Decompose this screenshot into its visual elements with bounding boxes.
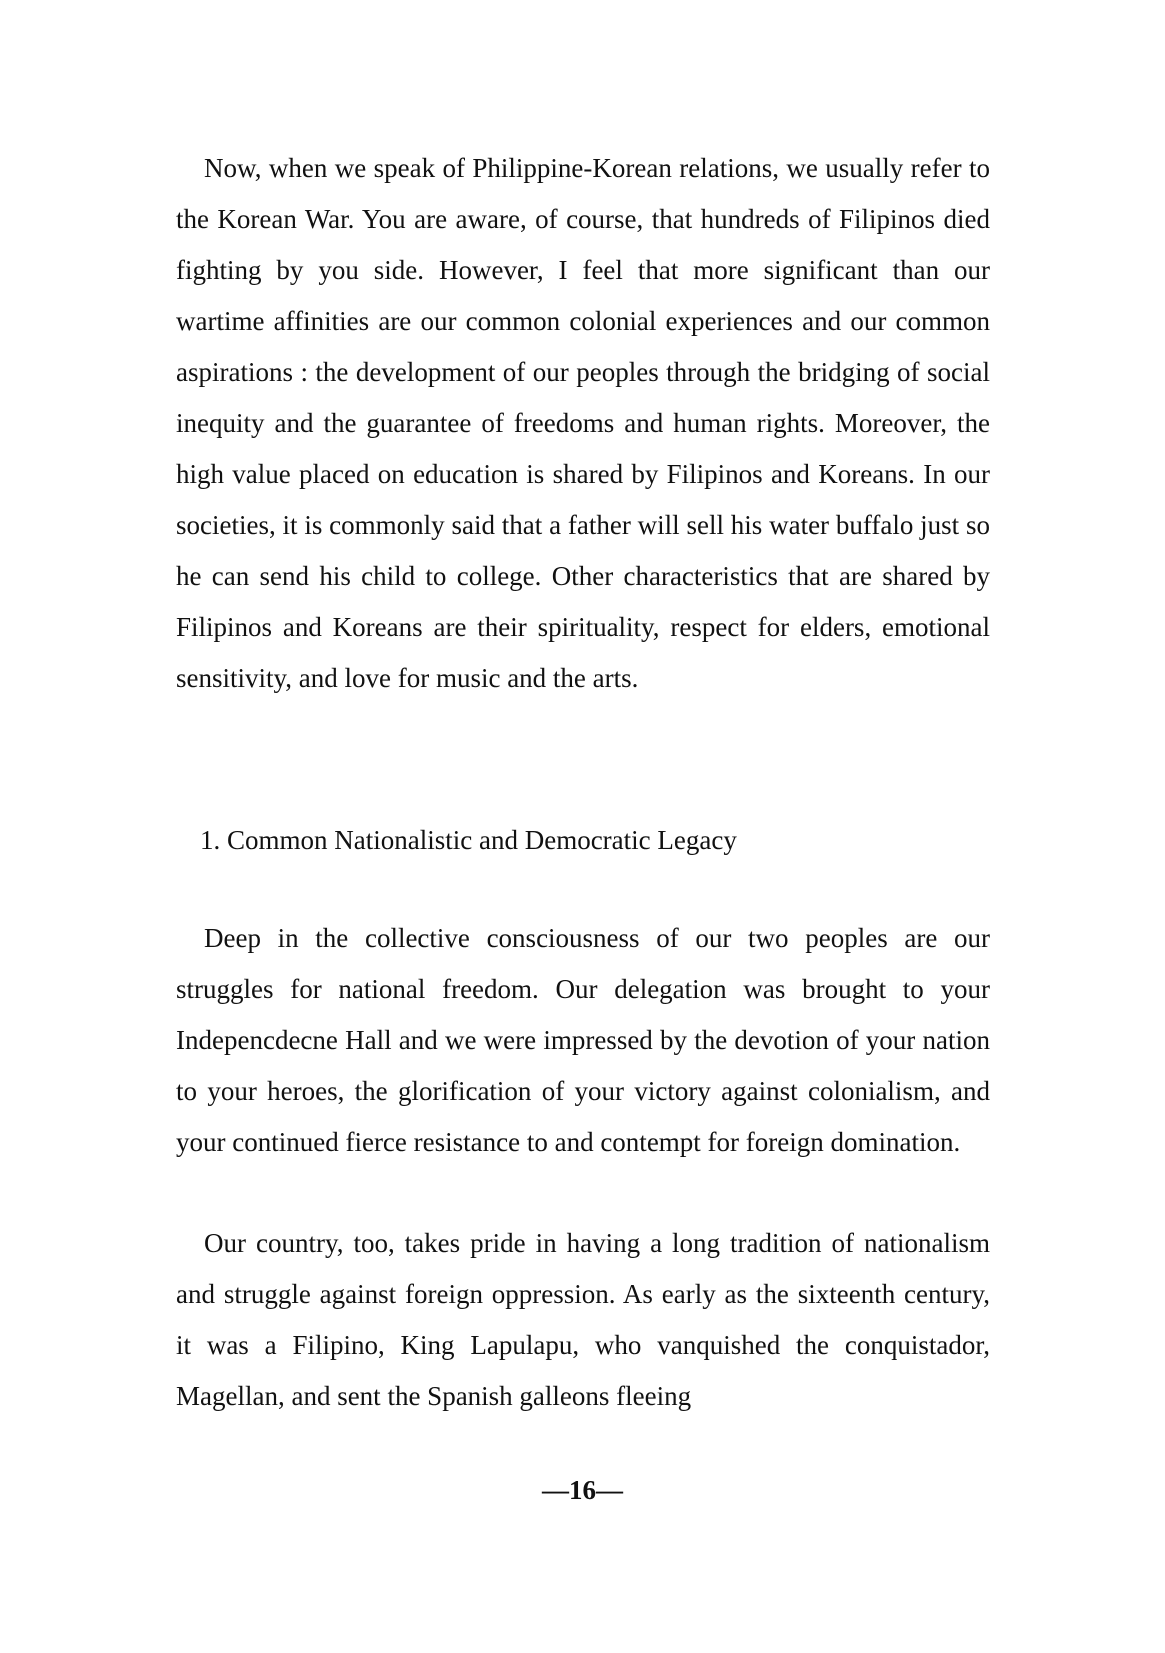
page-number: —16— bbox=[542, 1475, 623, 1505]
paragraph: Now, when we speak of Philippine-Korean relations, we usually refer to the Korean War. You are aware, of course, that hundreds of Filipinos died fighting by you side. However, I feel that more significant than our wartime affinities are our common colonial experiences and our common aspirations : the development of our peoples through the bridging of social inequity and the guarantee of freedoms and human rights. Moreover, the high value placed on education is shared by Filipinos and Koreans. In our societies, it is commonly said that a father will sell his water buffalo just so he can send his child to college. Other characteristics that are shared by Filipinos and Koreans are their spirituality, respect for elders, emotional sensitivity, and love for music and the arts. bbox=[176, 153, 990, 693]
section-heading: 1. Common Nationalistic and Democratic Legacy bbox=[200, 825, 737, 855]
paragraph: Our country, too, takes pride in having a long tradition of nationalism and struggle against foreign oppression. As early as the sixteenth century, it was a Filipino, King Lapulapu, who vanquished the conquistador, Magellan, and sent the Spanish galleons fleeing bbox=[176, 1228, 990, 1411]
paragraph: Deep in the collective consciousness of our two peoples are our struggles for national freedom. Our delegation was brought to your Indepencdecne Hall and we were impressed by the devotion of your nation to your heroes, the glorification of your victory against colonialism, and your continued fierce resistance to and contempt for foreign domination. bbox=[176, 923, 990, 1157]
